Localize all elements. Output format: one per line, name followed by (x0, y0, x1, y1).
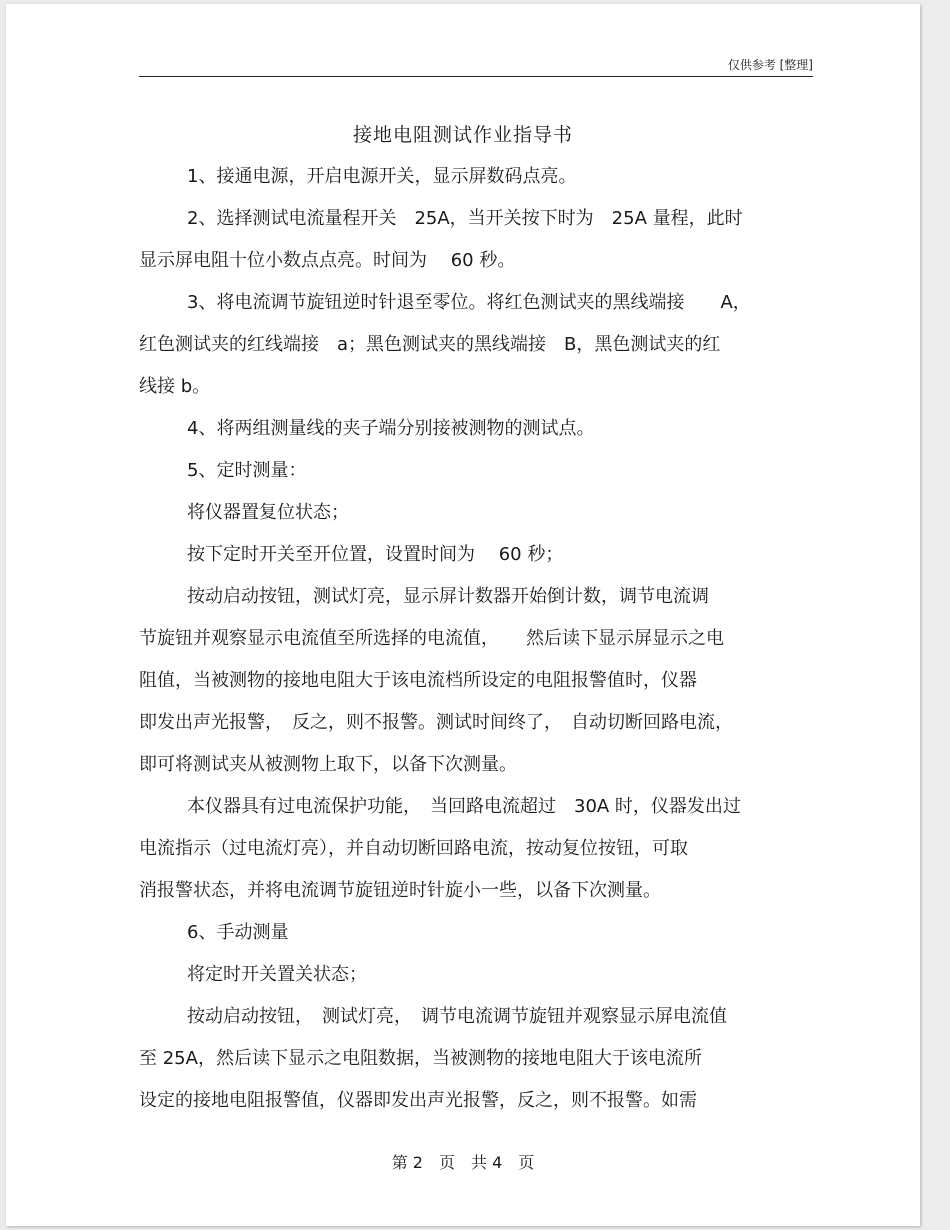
paragraph-line: 设定的接地电阻报警值，仪器即发出声光报警，反之，则不报警。如需 (139, 1090, 697, 1111)
paragraph-line: 至 25A，然后读下显示之电阻数据，当被测物的接地电阻大于该电流所 (139, 1048, 702, 1069)
paragraph-line: 红色测试夹的红线端接 a；黑色测试夹的黑线端接 B，黑色测试夹的红 (139, 334, 721, 355)
document-page (6, 4, 920, 1226)
paragraph-line: 阻值，当被测物的接地电阻大于该电流档所设定的电阻报警值时，仪器 (139, 670, 697, 691)
paragraph-line: 3、将电流调节旋钮逆时针退至零位。将红色测试夹的黑线端接 A， (187, 292, 751, 313)
paragraph-line: 将仪器置复位状态； (187, 502, 349, 523)
document-body (139, 156, 813, 1122)
paragraph-line: 本仪器具有过电流保护功能， 当回路电流超过 30A 时，仪器发出过 (187, 796, 741, 817)
paragraph-line: 6、手动测量 (187, 922, 289, 943)
document-title: 接地电阻测试作业指导书 (352, 124, 573, 146)
paragraph-line: 2、选择测试电流量程开关 25A，当开关按下时为 25A 量程，此时 (187, 208, 743, 229)
paragraph-line: 节旋钮并观察显示电流值至所选择的电流值， 然后读下显示屏显示之电 (139, 628, 724, 649)
page-number: 第 2 页 共 4 页 (391, 1153, 535, 1172)
paragraph-line: 线接 b。 (139, 376, 211, 397)
paragraph-line: 电流指示（过电流灯亮），并自动切断回路电流，按动复位按钮，可取 (139, 838, 688, 859)
page-header-note: 仅供参考 [整理] (727, 58, 813, 72)
paragraph-line: 1、接通电源，开启电源开关，显示屏数码点亮。 (187, 166, 577, 187)
paragraph-line: 按下定时开关至开位置，设置时间为 60 秒； (187, 544, 564, 565)
paragraph-line: 即发出声光报警， 反之，则不报警。测试时间终了， 自动切断回路电流， (139, 712, 733, 733)
paragraph-line: 按动启动按钮， 测试灯亮， 调节电流调节旋钮并观察显示屏电流值 (187, 1006, 727, 1027)
paragraph-line: 即可将测试夹从被测物上取下，以备下次测量。 (139, 754, 517, 775)
paragraph-line: 按动启动按钮，测试灯亮，显示屏计数器开始倒计数，调节电流调 (187, 586, 709, 607)
header-divider (139, 76, 813, 77)
paragraph-line: 4、将两组测量线的夹子端分别接被测物的测试点。 (187, 418, 595, 439)
paragraph-line: 消报警状态，并将电流调节旋钮逆时针旋小一些，以备下次测量。 (139, 880, 661, 901)
paragraph-line: 显示屏电阻十位小数点点亮。时间为 60 秒。 (139, 250, 516, 271)
paragraph-line: 5、定时测量： (187, 460, 307, 481)
paragraph-line: 将定时开关置关状态； (187, 964, 367, 985)
